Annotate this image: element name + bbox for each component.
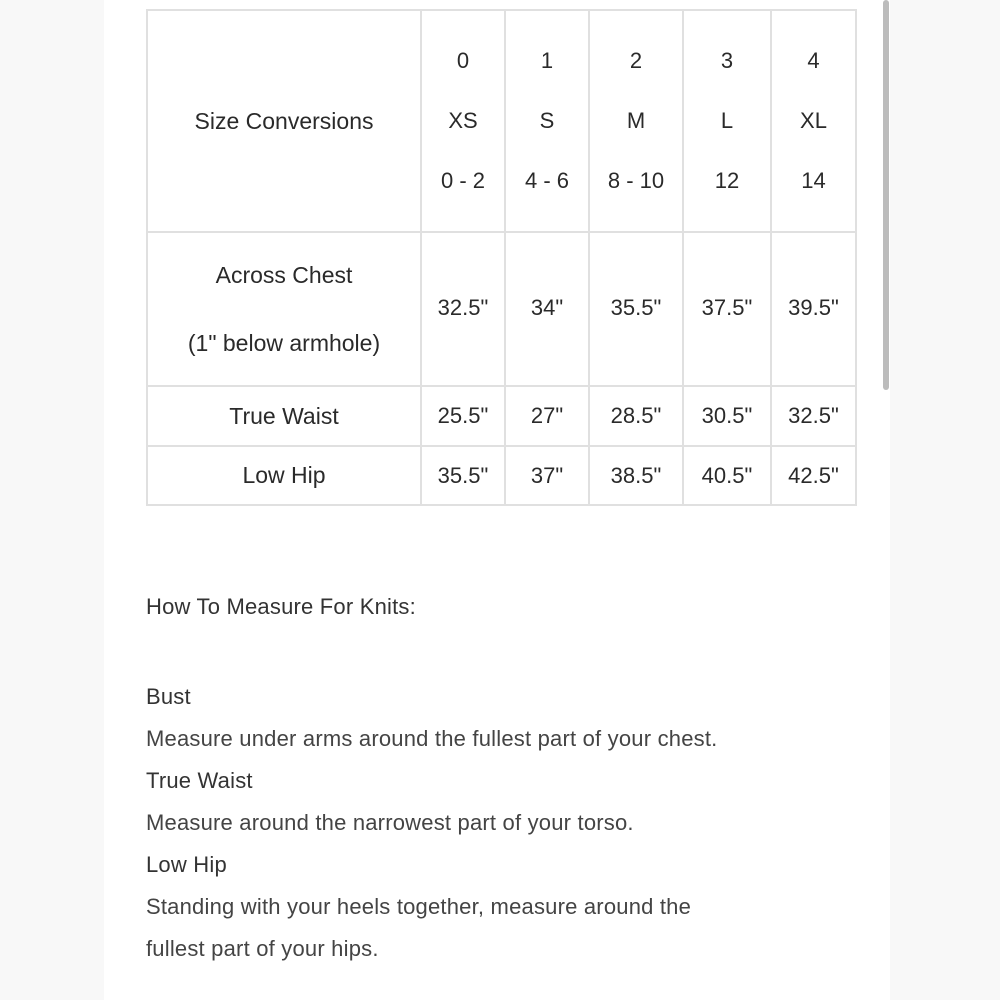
measurement-cell: 37.5" [683,231,771,385]
measurement-cell: 27" [505,386,589,446]
size-letter: M [626,108,646,133]
size-number: 4 [807,48,820,73]
measurement-cell: 40.5" [683,446,771,505]
size-column-header [589,10,683,232]
bust-heading: Bust [146,684,191,709]
size-letter: L [720,108,734,133]
low-hip-label: Low Hip [147,446,421,505]
size-letter: XS [448,108,478,133]
size-letter: XL [800,108,827,133]
bust-description: Measure under arms around the fullest part of your chest. [146,726,718,751]
row-label [147,232,421,386]
measurement-cell: 30.5" [683,386,771,446]
size-column-header [505,10,589,232]
measure-guide [146,592,846,970]
table-row [147,446,856,505]
size-number: 0 [456,48,470,73]
size-column-header [421,10,505,232]
size-number: 3 [720,48,734,73]
measurement-cell: 25.5" [421,386,505,446]
measurement-cell: 38.5" [589,446,683,505]
size-us-range: 0 - 2 [440,168,486,193]
measurement-cell: 34" [505,231,589,385]
table-row [147,232,856,386]
table-row [147,386,856,446]
size-letter: S [539,108,555,133]
size-us-range: 12 [714,168,740,193]
measurement-cell: 39.5" [771,231,856,385]
measurement-cell: 37" [505,446,589,505]
measurement-cell: 35.5" [589,231,683,385]
size-us-range: 8 - 10 [607,168,665,193]
across-chest-label: Across Chest [215,262,353,288]
across-chest-note: (1" below armhole) [187,330,381,356]
measure-guide-title: How To Measure For Knits: [146,594,416,619]
measure-guide-list [146,676,846,970]
low-hip-description-line: Standing with your heels together, measure around the [146,894,692,919]
measurement-cell: 32.5" [421,231,505,385]
low-hip-description [146,886,846,970]
low-hip-heading: Low Hip [146,852,227,877]
measurement-cell: 35.5" [421,446,505,505]
size-chart-table [146,9,857,506]
size-conversion-row [147,10,856,232]
size-column-header [683,10,771,232]
low-hip-description-line: fullest part of your hips. [146,936,379,961]
size-number: 1 [540,48,554,73]
measurement-cell: 28.5" [589,386,683,446]
size-number: 2 [629,48,643,73]
scrollbar-thumb[interactable] [883,0,889,390]
size-conversions-label: Size Conversions [147,10,421,232]
true-waist-label: True Waist [147,386,421,446]
size-column-header [771,10,856,232]
measurement-cell: 32.5" [771,386,856,446]
measurement-cell: 42.5" [771,446,856,505]
size-us-range: 4 - 6 [524,168,570,193]
true-waist-description: Measure around the narrowest part of your torso. [146,810,634,835]
true-waist-heading: True Waist [146,768,253,793]
size-us-range: 14 [801,168,826,193]
